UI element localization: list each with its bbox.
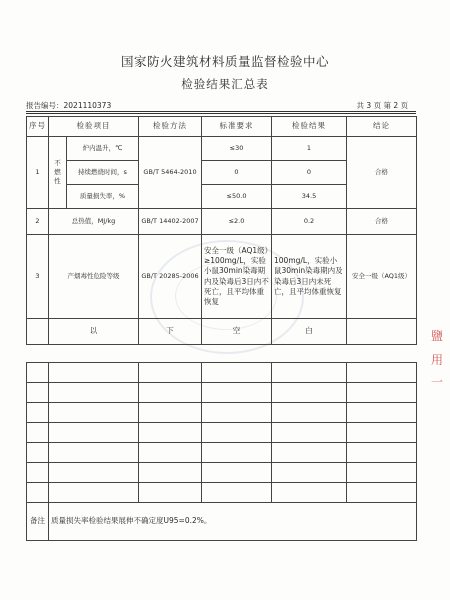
empty-row [27, 403, 417, 423]
empty-cell [27, 443, 49, 463]
empty-cell [139, 383, 202, 403]
row2-res: 0.2 [272, 209, 347, 235]
header-rule-1 [26, 111, 416, 112]
empty-cell [49, 443, 139, 463]
col-no: 序号 [27, 117, 49, 137]
empty-cell [202, 383, 272, 403]
report-number: 报告编号：2021110373 [26, 101, 112, 110]
empty-cell [27, 483, 49, 503]
empty-cell [347, 463, 417, 483]
empty-cell [272, 383, 347, 403]
empty-cell [347, 483, 417, 503]
empty-cell [27, 463, 49, 483]
empty-row [27, 463, 417, 483]
row1-group-text: 不燃性 [54, 158, 61, 186]
empty-cell [139, 463, 202, 483]
remark-table [26, 502, 417, 541]
col-requirement: 标准要求 [202, 117, 272, 137]
stamp-char-1: 鹽 [430, 329, 443, 343]
empty-row [27, 423, 417, 443]
blank-word-2: 下 [139, 319, 202, 345]
empty-cell [49, 363, 139, 383]
empty-cell [27, 403, 49, 423]
remark-row [27, 503, 417, 541]
empty-cell [139, 403, 202, 423]
row2-item: 总热值，MJ/kg [49, 209, 139, 235]
row1-sub1-res: 1 [272, 137, 347, 161]
row1-no: 1 [27, 137, 49, 209]
blank-word-1: 以 [49, 319, 139, 345]
blank-word-3: 空 [202, 319, 272, 345]
table-header-row [27, 117, 417, 137]
blank-cell [347, 319, 417, 345]
row1-conclusion: 合格 [347, 137, 417, 209]
table-title: 检验结果汇总表 [181, 77, 269, 91]
row1-sub3-res: 34.5 [272, 185, 347, 209]
empty-cell [202, 483, 272, 503]
table-row [27, 137, 417, 161]
stamp-char-3: 一 [430, 375, 443, 389]
empty-row [27, 383, 417, 403]
empty-cell [139, 423, 202, 443]
empty-cell [347, 403, 417, 423]
empty-cell [272, 423, 347, 443]
empty-cell [49, 483, 139, 503]
col-method: 检验方法 [139, 117, 202, 137]
org-title: 国家防火建筑材料质量监督检验中心 [120, 54, 329, 69]
table-row [27, 235, 417, 319]
stamp-char-2: 用 [430, 353, 443, 367]
empty-cell [27, 383, 49, 403]
row3-no: 3 [27, 235, 49, 319]
row1-method: GB/T 5464-2010 [139, 137, 202, 209]
row1-sub3-item: 质量损失率，% [67, 185, 139, 209]
row3-method: GB/T 20285-2006 [139, 235, 202, 319]
empty-rows [27, 363, 417, 503]
empty-cell [202, 363, 272, 383]
empty-cell [202, 403, 272, 423]
empty-rows-table [26, 362, 417, 503]
table-row [27, 209, 417, 235]
row2-method: GB/T 14402-2007 [139, 209, 202, 235]
blank-word-4: 白 [272, 319, 347, 345]
row3-res: 100mg/L，实验小鼠30min染毒期内及染毒后3日内未死亡，且平均体重恢复 [272, 235, 347, 319]
row1-group [49, 137, 67, 209]
empty-cell [347, 423, 417, 443]
row3-req: 安全一级（AQ1级）≥100mg/L，实验小鼠30min染毒期内及染毒后3日内不死亡，且平均体重恢复 [202, 235, 272, 319]
empty-row [27, 483, 417, 503]
row2-no: 2 [27, 209, 49, 235]
col-result: 检验结果 [272, 117, 347, 137]
row1-sub1-item: 炉内温升，℃ [67, 137, 139, 161]
empty-row [27, 443, 417, 463]
empty-cell [202, 443, 272, 463]
blank-marker-row [27, 319, 417, 345]
empty-cell [49, 463, 139, 483]
empty-cell [49, 423, 139, 443]
empty-cell [139, 483, 202, 503]
header-rule-2 [26, 113, 416, 114]
col-conclusion: 结论 [347, 117, 417, 137]
empty-cell [49, 383, 139, 403]
results-table [26, 116, 417, 345]
row1-sub1-req: ≤30 [202, 137, 272, 161]
row1-sub2-item: 持续燃烧时间，s [67, 161, 139, 185]
row1-sub3-req: ≤50.0 [202, 185, 272, 209]
row2-req: ≤2.0 [202, 209, 272, 235]
row3-item: 产烟毒性危险等级 [49, 235, 139, 319]
empty-cell [272, 463, 347, 483]
empty-row [27, 363, 417, 383]
empty-cell [27, 363, 49, 383]
empty-cell [347, 363, 417, 383]
empty-cell [272, 403, 347, 423]
empty-cell [347, 383, 417, 403]
remark-text: 质量损失率检验结果展伸不确定度U95=0.2%。 [49, 503, 417, 541]
empty-cell [27, 423, 49, 443]
empty-cell [202, 423, 272, 443]
empty-cell [272, 363, 347, 383]
empty-cell [347, 443, 417, 463]
row1-sub2-res: 0 [272, 161, 347, 185]
col-item: 检验项目 [49, 117, 139, 137]
empty-cell [272, 483, 347, 503]
blank-cell [27, 319, 49, 345]
empty-cell [272, 443, 347, 463]
row1-sub2-req: 0 [202, 161, 272, 185]
empty-cell [202, 463, 272, 483]
remark-label: 备注 [27, 503, 49, 541]
empty-cell [139, 363, 202, 383]
empty-cell [49, 403, 139, 423]
empty-cell [139, 443, 202, 463]
row2-conclusion: 合格 [347, 209, 417, 235]
row3-conclusion: 安全一级（AQ1级） [347, 235, 417, 319]
page-indicator: 共 3 页 第 2 页 [356, 101, 408, 110]
